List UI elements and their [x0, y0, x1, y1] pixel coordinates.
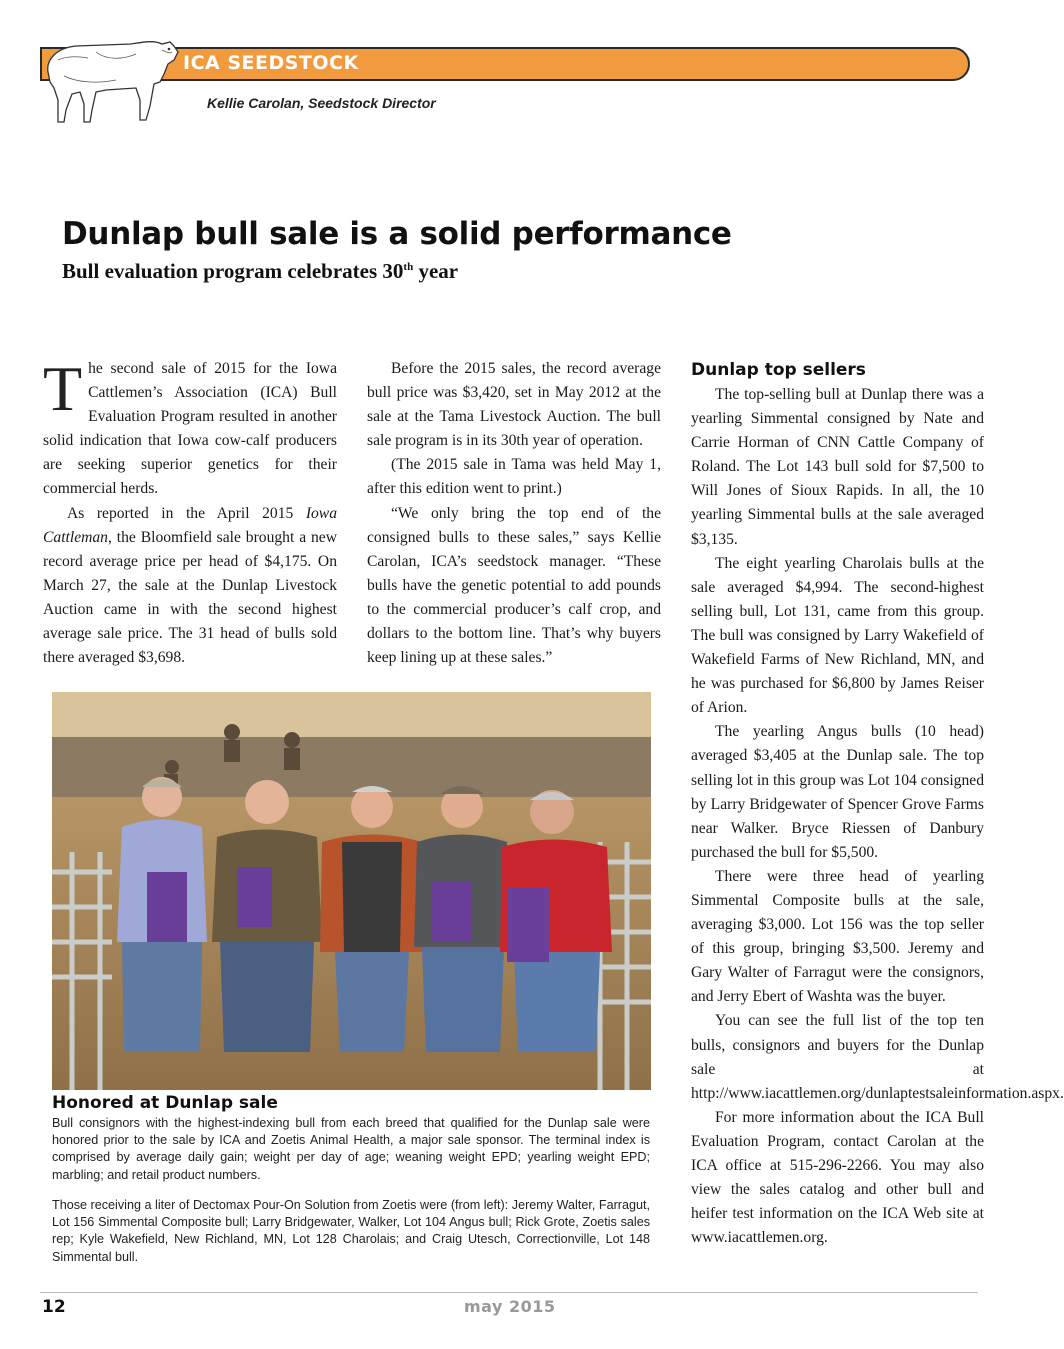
footer-divider — [40, 1292, 978, 1293]
paragraph: “We only bring the top end of the consigned bulls to these sales,” says Kellie Carolan, ICA’s seedstock manager. “These bulls have the genetic potential to add pounds to the commercial producer’s calf crop, and dollars to the bottom line. That’s why buyers keep lining up at these sales.” — [367, 504, 661, 667]
group-photo — [52, 692, 651, 1090]
caption-title: Honored at Dunlap sale — [52, 1093, 278, 1113]
drop-cap: T — [43, 353, 83, 424]
paragraph: The yearling Angus bulls (10 head) averaged $3,405 at the Dunlap sale. The top selling lot in this group was Lot 104 consigned by Larry Bridgewater of Spencer Grove Farms near Walker. Bryce Riessen of Danbury purchased the bull for $5,500. — [691, 723, 984, 861]
paragraph-text: he second sale of 2015 for the Iowa Cattlemen’s Association (ICA) Bull Evaluation Program resulted in another solid indication that Iowa cow-calf producers are seeking superior genetics for their commercial herds. — [43, 360, 337, 498]
paragraph: The eight yearling Charolais bulls at the sale averaged $4,994. The second-highest selling bull, Lot 131, came from this group. The bull was consigned by Larry Wakefield of Wakefield Farms of New Richland, MN, and he was purchased for $6,800 by James Reiser of Arion. — [691, 554, 984, 717]
section-title: ICA SEEDSTOCK — [183, 52, 359, 74]
article-column-2 — [367, 357, 661, 670]
subhead-suffix: year — [413, 259, 459, 283]
paragraph — [43, 502, 337, 671]
article-subhead — [62, 259, 458, 284]
article-headline: Dunlap bull sale is a solid performance — [62, 216, 732, 252]
paragraph: Before the 2015 sales, the record average bull price was $3,420, set in May 2012 at the sale at the Tama Livestock Auction. The bull sale program is in its 30th year of operation. — [367, 360, 661, 450]
paragraph — [43, 353, 337, 502]
subhead-superscript: th — [403, 261, 414, 273]
sidebar-column — [691, 357, 1064, 1250]
photo-caption-names: Those receiving a liter of Dectomax Pour-On Solution from Zoetis were (from left): Jeremy Walter, Farragut, Lot 156 Simmental Composite bull; Larry Bridgewater, Walker, Lot 104 Angus bull; Rick Grote, Zoetis sales rep; Kyle Wakefield, New Richland, MN, Lot 128 Charolais; and Craig Utesch, Correctionville, Lot 148 Simmental bull. — [52, 1198, 650, 1264]
cow-icon — [36, 30, 186, 125]
issue-date: may 2015 — [464, 1297, 556, 1316]
paragraph-text: As reported in the April 2015 — [67, 504, 306, 522]
paragraph-text: , the Bloomfield sale brought a new record average price per head of $4,175. On March 27, the sale at the Dunlap Livestock Auction came in with the second highest average sale price. The 31 head of bulls sold there averaged $3,698. — [43, 528, 337, 667]
paragraph: For more information about the ICA Bull Evaluation Program, contact Carolan at the ICA office at 515-296-2266. You may also view the sales catalog and other bull and heifer test information on the ICA Web site at www.iacattlemen.org. — [691, 1108, 984, 1247]
page-number: 12 — [42, 1297, 66, 1317]
sidebar-heading: Dunlap top sellers — [691, 360, 866, 380]
photo-caption: Bull consignors with the highest-indexing bull from each breed that qualified for the Dunlap sale were honored prior to the sale by ICA and Zoetis Animal Health, a major sale sponsor. The terminal index is comprised by average daily gain; weight per day of age; weaning weight EPD; yearling weight EPD; marbling; and retail product numbers. — [52, 1116, 650, 1182]
paragraph: The top-selling bull at Dunlap there was a yearling Simmental consigned by Nate and Carrie Horman of CNN Cattle Company of Roland. The Lot 143 bull sold for $7,500 to Will Jones of Sioux Rapids. In all, the 10 yearling Simmental bulls at the sale averaged $3,135. — [691, 386, 984, 548]
publication-title: Iowa Cattleman — [43, 504, 337, 546]
article-column-1 — [43, 353, 337, 670]
subhead-text: Bull evaluation program celebrates 30 — [62, 259, 404, 283]
paragraph: There were three head of yearling Simmental Composite bulls at the sale, averaging $3,000. Lot 156 was the top seller of this group, bringing $3,500. Jeremy and Gary Walter of Farragut were the consignors, and Jerry Ebert of Washta was the buyer. — [691, 867, 984, 1006]
byline: Kellie Carolan, Seedstock Director — [207, 95, 436, 111]
paragraph: (The 2015 sale in Tama was held May 1, after this edition went to print.) — [367, 456, 661, 498]
paragraph: You can see the full list of the top ten bulls, consignors and buyers for the Dunlap sale at http://www.iacattlemen.org/dunlaptestsaleinformation.aspx. — [691, 1012, 1064, 1102]
